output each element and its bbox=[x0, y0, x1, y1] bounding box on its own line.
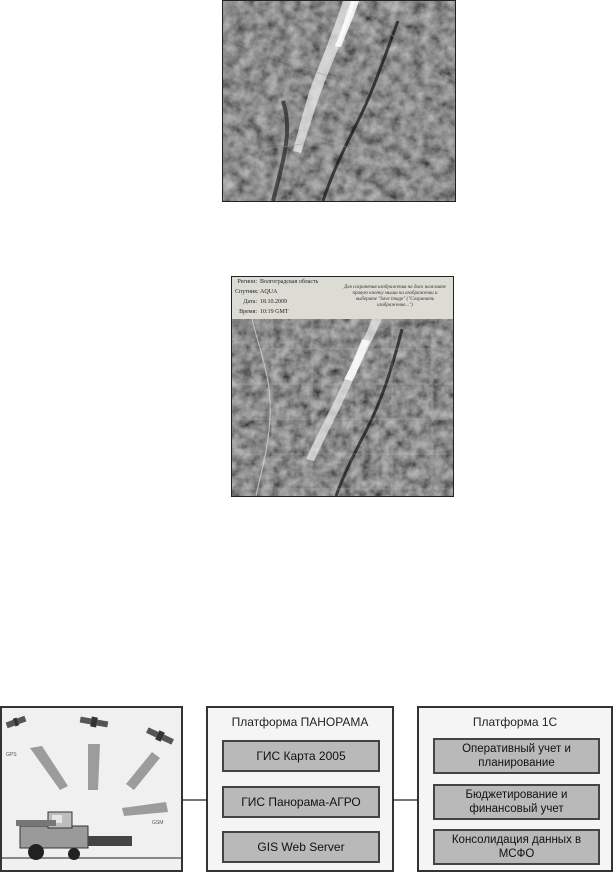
info-row-region: Регион: Волгоградская область bbox=[237, 279, 319, 285]
satellite-icon bbox=[79, 715, 108, 730]
info-row-time: Время: 10:19 GMT bbox=[239, 309, 289, 315]
operational-accounting-box: Оперативный учет и планирование bbox=[433, 738, 600, 774]
satellite-image-2 bbox=[231, 276, 454, 497]
budgeting-box: Бюджетирование и финансовый учет bbox=[433, 784, 600, 820]
panorama-platform-title: Платформа ПАНОРАМА bbox=[231, 715, 369, 729]
platform-1c-title: Платформа 1С bbox=[472, 715, 558, 729]
info-row-satellite: Спутник:AQUA bbox=[235, 289, 278, 295]
gis-map-2005-box: ГИС Карта 2005 bbox=[222, 740, 380, 772]
platform-1c-panel bbox=[417, 706, 613, 872]
image-info-panel bbox=[232, 277, 453, 320]
system-architecture-scheme bbox=[0, 700, 613, 876]
gis-panorama-agro-box: ГИС Панорама-АГРО bbox=[222, 786, 380, 818]
save-image-note: Для сохранения изображения на диск нажмите правую кнопку мыши на изображении и выберите "Save image" ("Сохранить изображение...") bbox=[344, 285, 446, 308]
satellite-icon bbox=[5, 715, 27, 729]
gps-label: GPS bbox=[6, 752, 17, 758]
gis-web-server-box: GIS Web Server bbox=[222, 831, 380, 863]
satellite-map-2 bbox=[232, 319, 453, 496]
satellite-image-1 bbox=[222, 0, 456, 202]
info-row-date: Дата: 18.10.2009 bbox=[243, 299, 287, 305]
ifrs-consolidation-box: Консолидация данных в МСФО bbox=[433, 829, 600, 865]
gsm-label: GSM bbox=[152, 820, 164, 826]
combine-harvester-icon bbox=[16, 812, 132, 860]
signal-beam-icon bbox=[30, 744, 168, 816]
panorama-platform-panel bbox=[206, 706, 394, 872]
satellite-icon bbox=[145, 726, 175, 747]
satellite-data-panel bbox=[0, 706, 183, 872]
